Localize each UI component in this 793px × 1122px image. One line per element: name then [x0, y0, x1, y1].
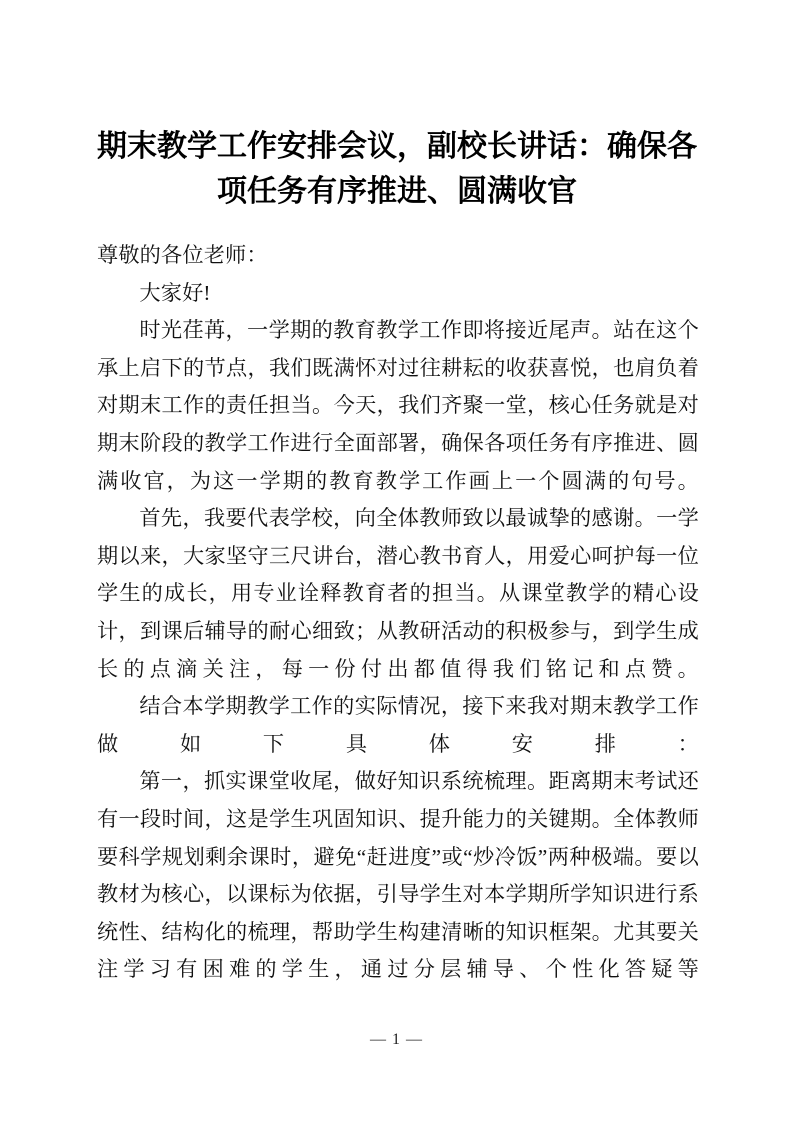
- body-paragraph-2: 首先，我要代表学校，向全体教师致以最诚挚的感谢。一学期以来，大家坚守三尺讲台，潜心教书育人，用爱心呵护每一位学生的成长，用专业诠释教育者的担当。从课堂教学的精心设计，到课后辅导的耐心细致；从教研活动的积极参与，到学生成长的点滴关注，每一份付出都值得我们铭记和点赞。: [97, 506, 699, 681]
- document-body: [97, 237, 699, 989]
- body-paragraph-1: 时光荏苒，一学期的教育教学工作即将接近尾声。站在这个承上启下的节点，我们既满怀对过往耕耘的收获喜悦，也肩负着对期末工作的责任担当。今天，我们齐聚一堂，核心任务就是对期末阶段的教学工作进行全面部署，确保各项任务有序推进、圆满收官，为这一学期的教育教学工作画上一个圆满的句号。: [97, 318, 699, 493]
- greeting-line: 大家好!: [139, 280, 211, 305]
- page-title: 期末教学工作安排会议，副校长讲话：确保各项任务有序推进、圆满收官: [97, 129, 697, 210]
- body-paragraph-3: 结合本学期教学工作的实际情况，接下来我对期末教学工作做如下具体安排：: [97, 694, 699, 756]
- page-number-footer: — 1 —: [370, 1031, 423, 1048]
- salutation-line: 尊敬的各位老师：: [97, 243, 268, 267]
- body-paragraph-4: 第一，抓实课堂收尾，做好知识系统梳理。距离期末考试还有一段时间，这是学生巩固知识、提升能力的关键期。全体教师要科学规划剩余课时，避免“赶进度”或“炒冷饭”两种极端。要以教材为核心，以课标为依据，引导学生对本学期所学知识进行系统性、结构化的梳理，帮助学生构建清晰的知识框架。尤其要关注学习有困难的学生，通过分层辅导、个性化答疑等: [97, 769, 699, 982]
